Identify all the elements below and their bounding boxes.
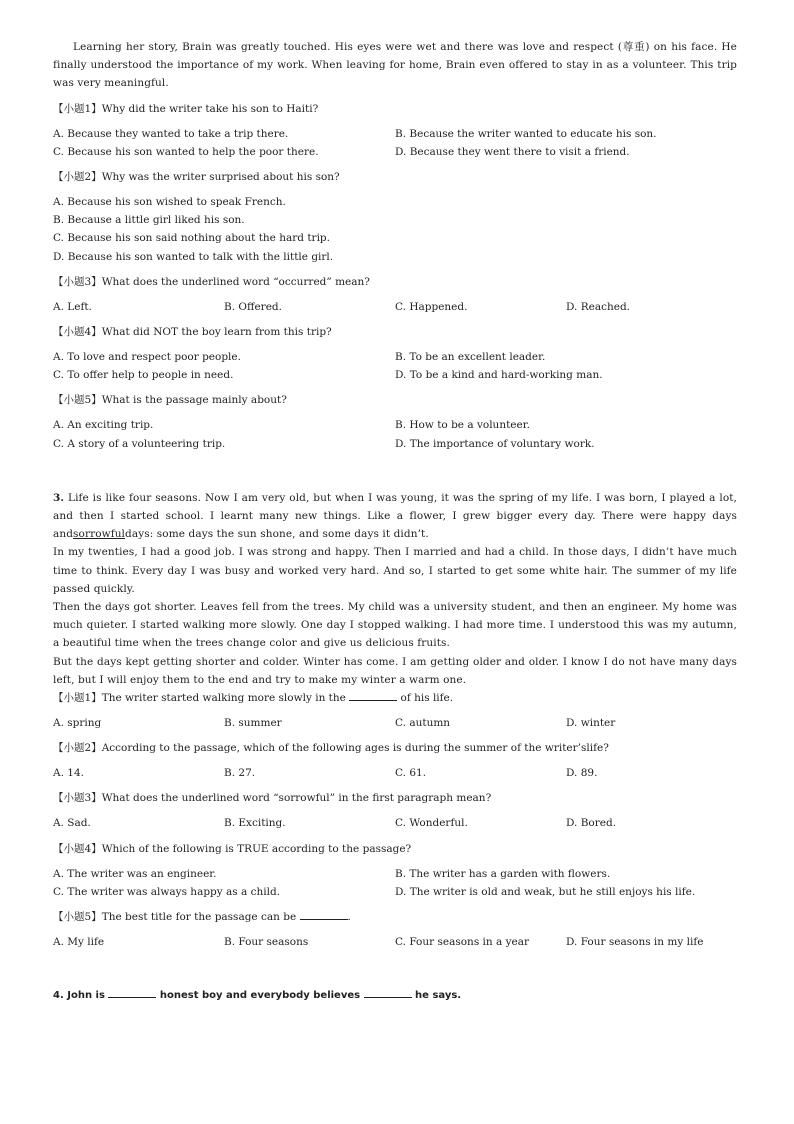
option-b[interactable]: B. To be an excellent leader. xyxy=(395,351,546,364)
option-b[interactable]: B. Because a little girl liked his son. xyxy=(53,214,245,227)
p2-question-1 xyxy=(53,100,737,161)
option-b[interactable]: B. Because the writer wanted to educate his son. xyxy=(395,127,657,140)
option-c[interactable]: C. A story of a volunteering trip. xyxy=(53,437,226,450)
option-b[interactable]: B. Four seasons xyxy=(224,936,309,949)
p2-question-4 xyxy=(53,323,737,384)
q-text: What does the underlined word “occurred” mean? xyxy=(101,275,370,288)
passage-3 xyxy=(53,489,737,689)
p3-paragraph-3: Then the days got shorter. Leaves fell from the trees. My child was a university student, and then an engineer. My home was much quieter. I started walking more slowly. One day I stopped walking. I had more time. I understood this was my autumn, a beautiful time when the trees change color and give us delicious fruits. xyxy=(53,601,737,650)
option-d[interactable]: D. The importance of voluntary work. xyxy=(395,437,595,450)
option-c[interactable]: C. Four seasons in a year xyxy=(395,936,530,949)
q-label: 【小题5】 xyxy=(53,394,102,407)
answer-blank-2[interactable] xyxy=(364,987,412,998)
option-d[interactable]: D. winter xyxy=(566,717,616,730)
question-4: 4. John is honest boy and everybody believes he says. xyxy=(53,987,737,1005)
p3-paragraph-2: In my twenties, I had a good job. I was strong and happy. Then I married and had a child. In those days, I didn’t have much time to think. Every day I was busy and worked very hard. And so, I started to get some white hair. The summer of my life passed quickly. xyxy=(53,546,737,595)
q-text: What is the passage mainly about? xyxy=(101,394,287,407)
option-a[interactable]: A. Because his son wished to speak French. xyxy=(53,196,286,209)
answer-blank[interactable] xyxy=(300,909,348,920)
option-a[interactable]: A. My life xyxy=(53,936,105,949)
underlined-word: sorrowful xyxy=(73,528,126,541)
q-text: Why was the writer surprised about his son? xyxy=(101,171,340,184)
q-label: 【小题4】 xyxy=(53,326,102,339)
p3-question-2 xyxy=(53,739,737,782)
answer-blank[interactable] xyxy=(349,690,397,701)
option-c[interactable]: C. The writer was always happy as a child. xyxy=(53,885,281,898)
option-d[interactable]: D. Bored. xyxy=(566,817,617,830)
option-a[interactable]: A. Left. xyxy=(53,300,92,313)
option-d[interactable]: D. Because they went there to visit a friend. xyxy=(395,145,630,158)
q-label: 【小题2】 xyxy=(53,742,102,755)
option-a[interactable]: A. The writer was an engineer. xyxy=(53,867,217,880)
option-a[interactable]: A. spring xyxy=(53,717,102,730)
option-d[interactable]: D. Reached. xyxy=(566,300,631,313)
option-c[interactable]: C. 61. xyxy=(395,767,427,780)
option-c[interactable]: C. To offer help to people in need. xyxy=(53,369,234,382)
p2-question-3 xyxy=(53,273,737,316)
option-b[interactable]: B. summer xyxy=(224,717,282,730)
option-d[interactable]: D. Because his son wanted to talk with the little girl. xyxy=(53,250,334,263)
option-a[interactable]: A. An exciting trip. xyxy=(53,419,154,432)
option-c[interactable]: C. Wonderful. xyxy=(395,817,468,830)
option-c[interactable]: C. Because his son wanted to help the poor there. xyxy=(53,145,319,158)
p3-question-3 xyxy=(53,789,737,832)
q-text: Which of the following is TRUE according to the passage? xyxy=(101,842,412,855)
option-a[interactable]: A. 14. xyxy=(53,767,84,780)
p2-question-2 xyxy=(53,168,737,266)
option-c[interactable]: C. Happened. xyxy=(395,300,468,313)
option-b[interactable]: B. 27. xyxy=(224,767,256,780)
q-text: According to the passage, which of the following ages is during the summer of the writer’slife? xyxy=(101,742,609,755)
q-label: 【小题3】 xyxy=(53,275,102,288)
option-b[interactable]: B. The writer has a garden with flowers. xyxy=(395,867,611,880)
option-d[interactable]: D. To be a kind and hard-working man. xyxy=(395,369,603,382)
p3-paragraph-1: 3. Life is like four seasons. Now I am very old, but when I was young, it was the spring of my life. I was born, I played a lot, and then I started school. I learnt many new things. Like a flower, I grew bigger every day. There were happy days andsorrowfuldays: some days the sun shone, and some days it didn’t. xyxy=(53,491,737,541)
question-number: 4. xyxy=(53,990,64,1002)
option-d[interactable]: D. Four seasons in my life xyxy=(566,936,704,949)
q-label: 【小题1】 xyxy=(53,692,102,705)
option-c[interactable]: C. Because his son said nothing about the hard trip. xyxy=(53,232,330,245)
q-text: Why did the writer take his son to Haiti? xyxy=(101,102,319,115)
option-a[interactable]: A. To love and respect poor people. xyxy=(53,351,241,364)
option-a[interactable]: A. Sad. xyxy=(53,817,91,830)
q-label: 【小题4】 xyxy=(53,842,102,855)
p3-question-4 xyxy=(53,840,737,901)
option-c[interactable]: C. autumn xyxy=(395,717,451,730)
q-label: 【小题3】 xyxy=(53,792,102,805)
q-text: What does the underlined word “sorrowful” in the first paragraph mean? xyxy=(101,792,492,805)
option-b[interactable]: B. Exciting. xyxy=(224,817,286,830)
question-number: 3. xyxy=(53,491,65,504)
p2-question-5 xyxy=(53,391,737,452)
q-text: What did NOT the boy learn from this trip? xyxy=(101,326,332,339)
option-b[interactable]: B. How to be a volunteer. xyxy=(395,419,530,432)
option-d[interactable]: D. 89. xyxy=(566,767,598,780)
answer-blank-1[interactable] xyxy=(108,987,156,998)
page-content xyxy=(53,38,737,1005)
p3-paragraph-4: But the days kept getting shorter and colder. Winter has come. I am getting older and older. I know I do not have many days left, but I will enjoy them to the end and try to make my winter a warm one. xyxy=(53,655,737,686)
q-label: 【小题5】 xyxy=(53,911,102,924)
option-b[interactable]: B. Offered. xyxy=(224,300,282,313)
passage-2-ending: Learning her story, Brain was greatly touched. His eyes were wet and there was love and respect (尊重) on his face. He finally understood the importance of my work. When leaving for home, Brain even offered to stay in as a volunteer. This trip was very meaningful. xyxy=(53,41,737,90)
q-label: 【小题1】 xyxy=(53,102,102,115)
p3-question-1: 【小题1】The writer started walking more slowly in the of his life. A. spring B. summer C. autumn D. winter xyxy=(53,689,737,732)
p3-question-5: 【小题5】The best title for the passage can be . A. My life B. Four seasons C. Four seasons in a year D. Four seasons in my life xyxy=(53,908,737,951)
option-d[interactable]: D. The writer is old and weak, but he still enjoys his life. xyxy=(395,885,696,898)
q-label: 【小题2】 xyxy=(53,171,102,184)
option-a[interactable]: A. Because they wanted to take a trip there. xyxy=(53,127,289,140)
